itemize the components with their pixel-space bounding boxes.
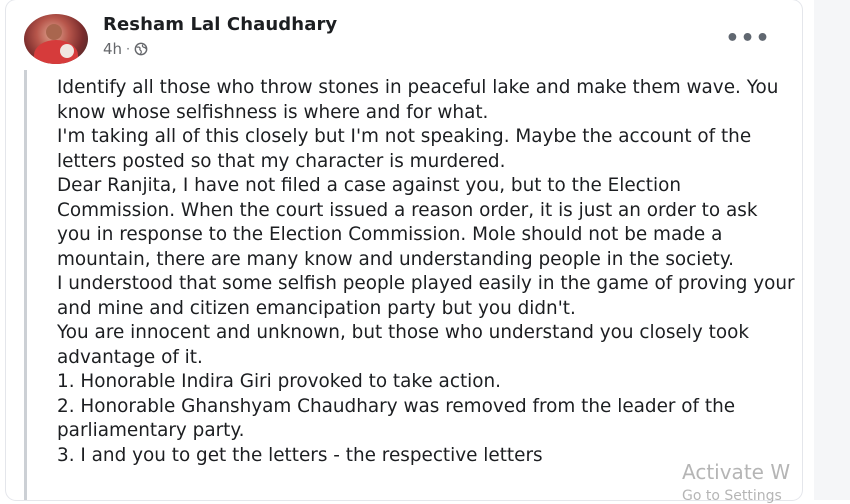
author-avatar[interactable] [24,14,88,64]
watermark-subtitle: Go to Settings [682,488,782,504]
windows-activation-watermark [682,460,790,504]
post-paragraph: I understood that some selfish people played easily in the game of proving your and mine and citizen emancipation party but you didn't. [57,273,795,319]
post-paragraph: I'm taking all of this closely but I'm not speaking. Maybe the account of the letters posted so that my character is murdered. [57,126,752,172]
avatar-face [46,24,62,40]
post-paragraph: 3. I and you to get the letters - the respective letters [57,444,543,466]
post-paragraph: 2. Honorable Ghanshyam Chaudhary was removed from the leader of the parliamentary party. [57,395,736,441]
post-paragraph: 1. Honorable Indira Giri provoked to take action. [57,371,502,392]
post-time[interactable]: 4h [103,40,123,58]
avatar-child [60,44,74,58]
globe-icon[interactable] [134,42,148,56]
watermark-title: Activate W [682,460,791,484]
post-meta [103,40,148,58]
post-paragraph: You are innocent and unknown, but those who understand you closely took advantage of it. [57,322,749,368]
author-name[interactable]: Resham Lal Chaudhary [103,14,338,35]
post-body [57,76,797,468]
post-paragraph: Dear Ranjita, I have not filed a case against you, but to the Election Commission. When the court issued a reason order, it is just an order to ask you in response to the Election Commission. Mole should not be made a mountain, there are many know and understanding people in the society. [57,175,758,270]
more-options-button[interactable]: ••• [725,25,771,51]
post-quote-line [24,70,27,500]
meta-separator: · [126,42,130,56]
page-background-gutter [814,0,850,500]
post-paragraph: Identify all those who throw stones in peaceful lake and make them wave. You know whose selfishness is where and for what. [57,77,779,123]
